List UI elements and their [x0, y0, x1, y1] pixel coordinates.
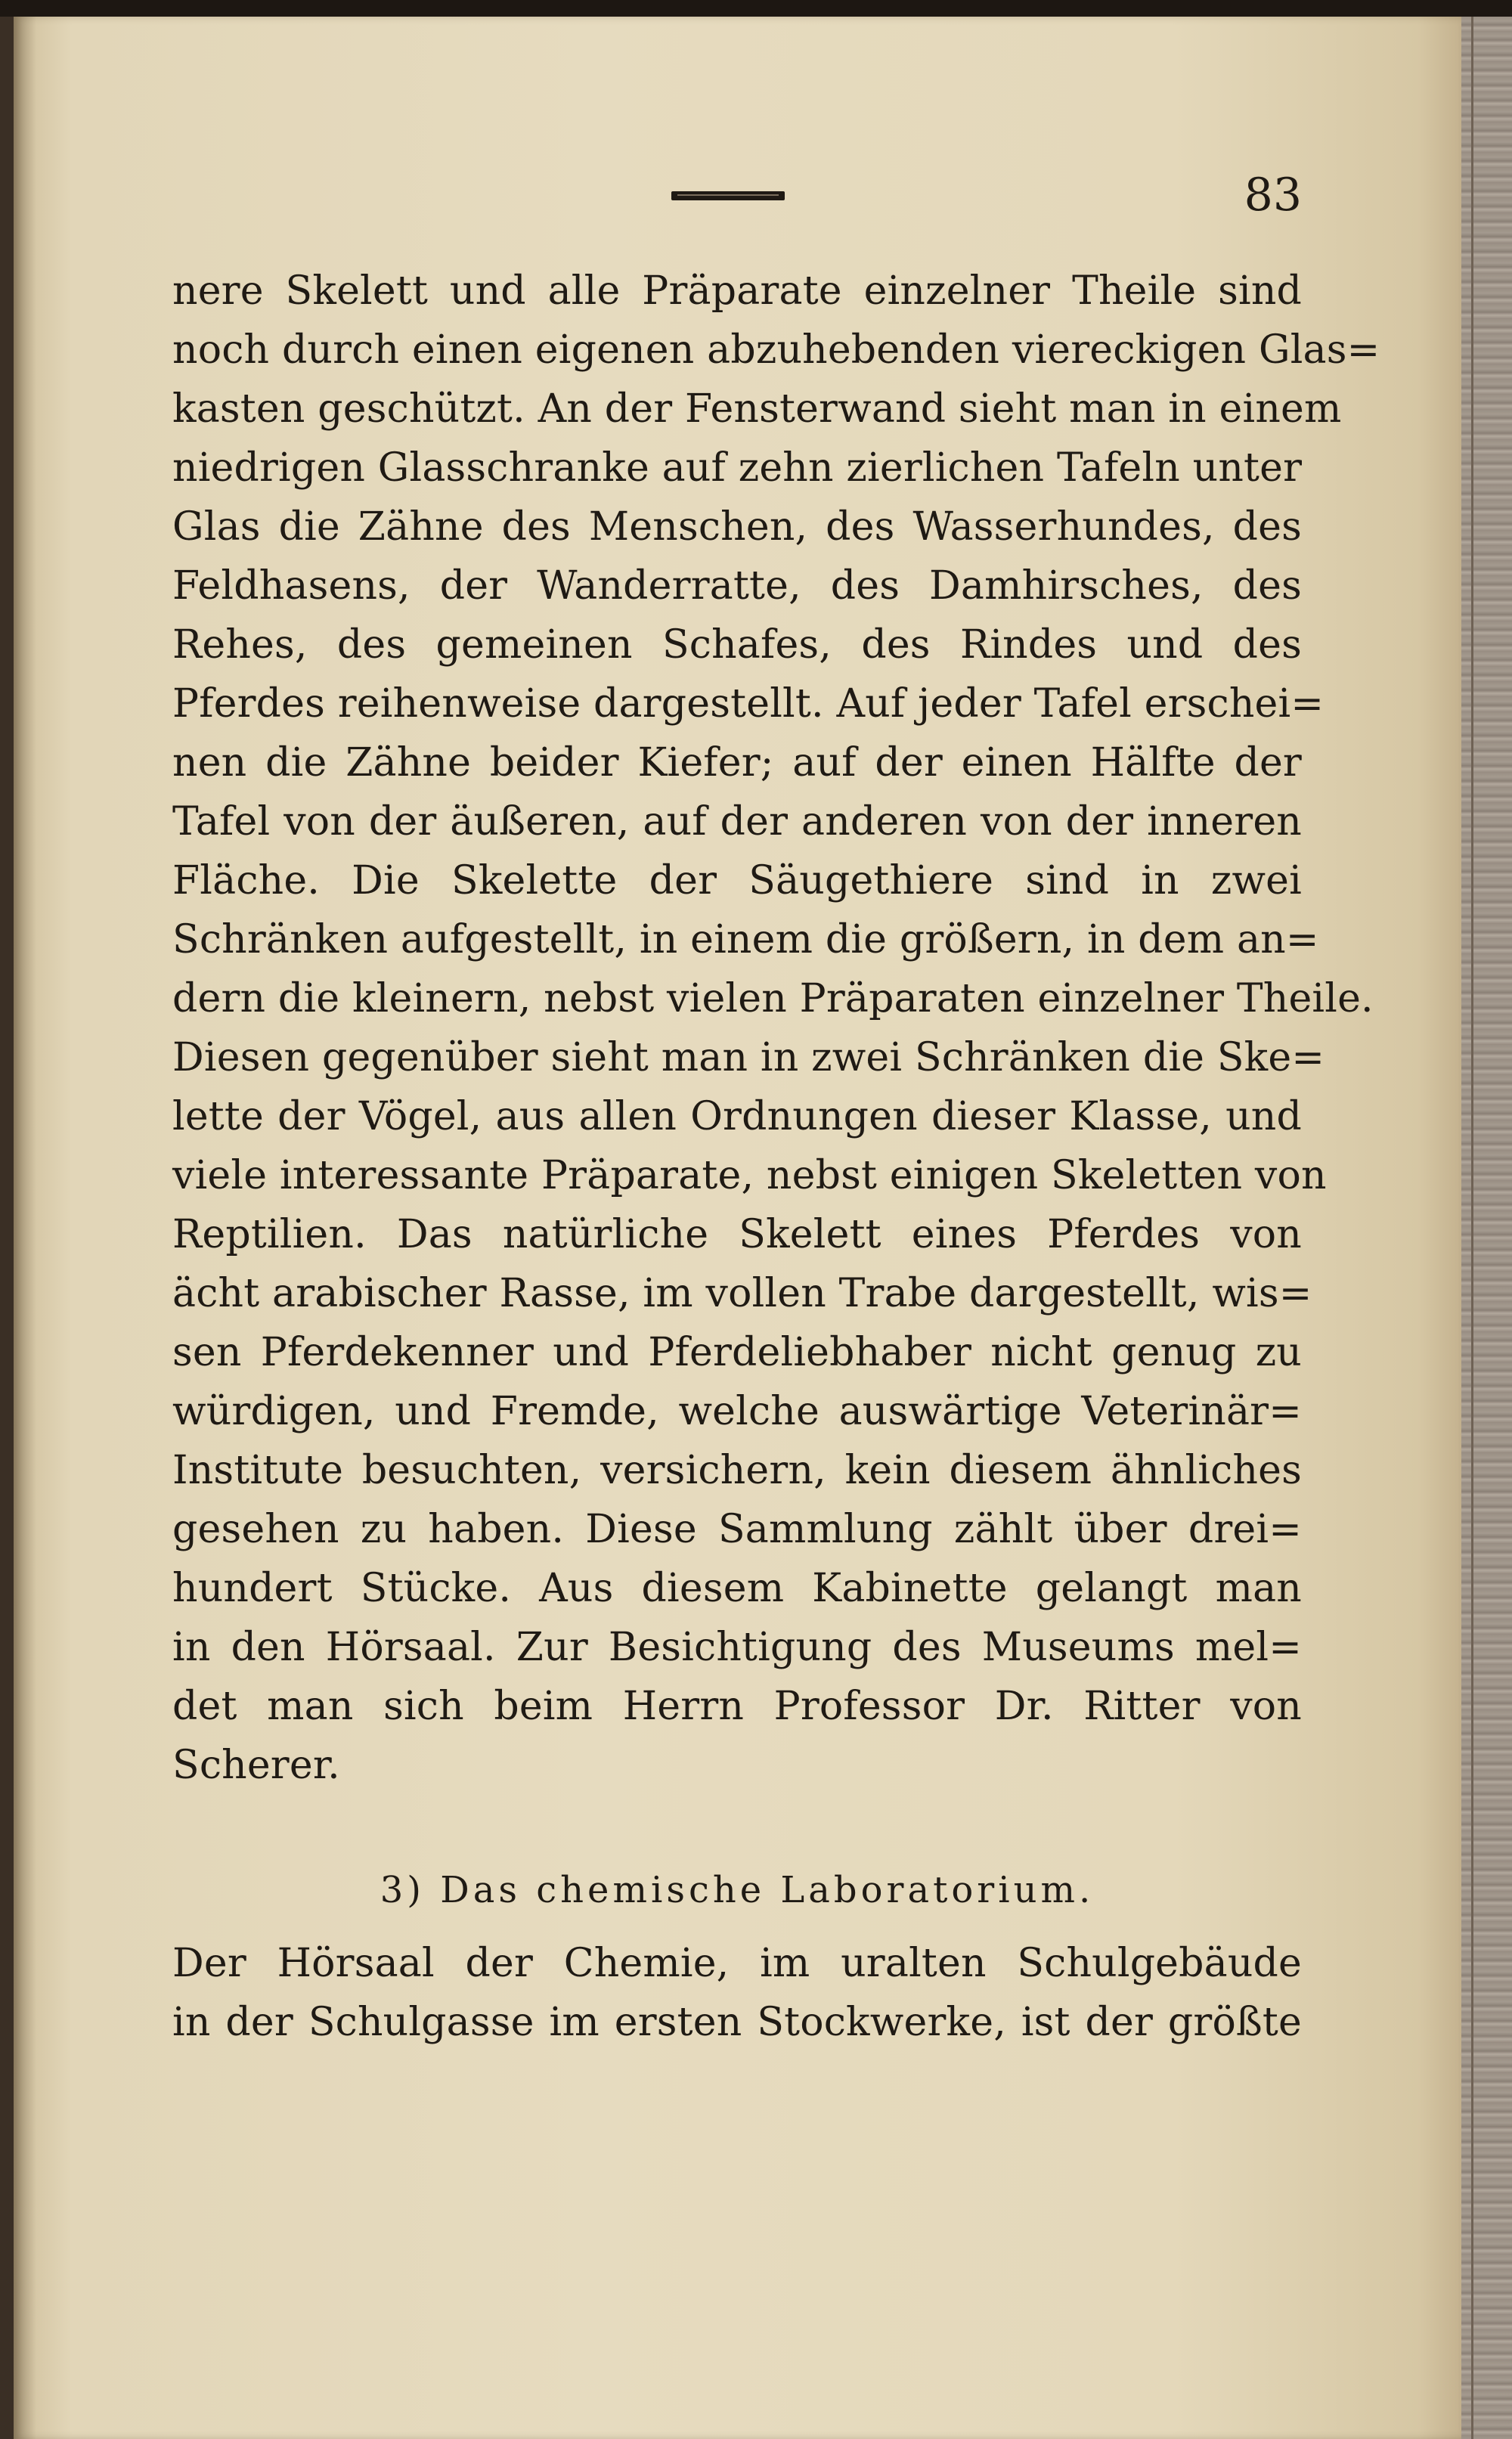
text-line: Der Hörsaal der Chemie, im uralten Schulgebäude [172, 1941, 1302, 1986]
gutter-shadow [14, 17, 36, 2439]
section-text [172, 1934, 1302, 2052]
text-line: lette der Vögel, aus allen Ordnungen dieser Klasse, und [172, 1094, 1302, 1139]
text-line: dern die kleinern, nebst vielen Präparaten einzelner Theile. [172, 976, 1374, 1021]
text-line: in den Hörsaal. Zur Besichtigung des Museums mel= [172, 1625, 1302, 1670]
text-line: kasten geschützt. An der Fensterwand sieht man in einem [172, 386, 1342, 432]
text-line: Feldhasens, der Wanderratte, des Damhirsches, des [172, 563, 1302, 609]
page-stack-edge [1461, 17, 1512, 2439]
body-text [172, 262, 1380, 1795]
text-line: Pferdes reihenweise dargestellt. Auf jeder Tafel erschei= [172, 681, 1325, 727]
text-line: Schränken aufgestellt, in einem die größern, in dem an= [172, 917, 1319, 962]
text-line: nere Skelett und alle Präparate einzelner Theile sind [172, 268, 1302, 314]
text-line: det man sich beim Herrn Professor Dr. Ritter von [172, 1684, 1302, 1729]
text-line: noch durch einen eigenen abzuhebenden viereckigen Glas= [172, 327, 1380, 373]
text-line: Glas die Zähne des Menschen, des Wasserhundes, des [172, 504, 1302, 550]
text-line: gesehen zu haben. Diese Sammlung zählt über drei= [172, 1507, 1302, 1552]
text-line: hundert Stücke. Aus diesem Kabinette gelangt man [172, 1566, 1302, 1611]
text-line: niedrigen Glasschranke auf zehn zierlichen Tafeln unter [172, 445, 1303, 491]
page-edge-line [1471, 17, 1473, 2439]
section-heading: 3) Das chemische Laboratorium. [380, 1869, 1095, 1911]
text-line: sen Pferdekenner und Pferdeliebhaber nicht genug zu [172, 1330, 1302, 1375]
text-line: Reptilien. Das natürliche Skelett eines Pferdes von [172, 1212, 1302, 1257]
text-line: Institute besuchten, versichern, kein diesem ähnliches [172, 1448, 1302, 1493]
text-line: Diesen gegenüber sieht man in zwei Schränken die Ske= [172, 1035, 1325, 1080]
text-line: Fläche. Die Skelette der Säugethiere sind in zwei [172, 858, 1302, 903]
text-line: viele interessante Präparate, nebst einigen Skeletten von [172, 1153, 1327, 1198]
text-line: Scherer. [172, 1743, 340, 1788]
text-line: Rehes, des gemeinen Schafes, des Rindes und des [172, 622, 1302, 668]
text-line: nen die Zähne beider Kiefer; auf der einen Hälfte der [172, 740, 1302, 786]
page-number: 83 [1244, 169, 1302, 222]
text-line: würdigen, und Fremde, welche auswärtige Veterinär= [172, 1389, 1302, 1434]
header-rule [671, 191, 785, 200]
text-line: Tafel von der äußeren, auf der anderen von der inneren [172, 799, 1302, 845]
text-line: ächt arabischer Rasse, im vollen Trabe dargestellt, wis= [172, 1271, 1312, 1316]
book-top-edge [0, 0, 1512, 17]
text-line: in der Schulgasse im ersten Stockwerke, ist der größte [172, 2000, 1302, 2045]
